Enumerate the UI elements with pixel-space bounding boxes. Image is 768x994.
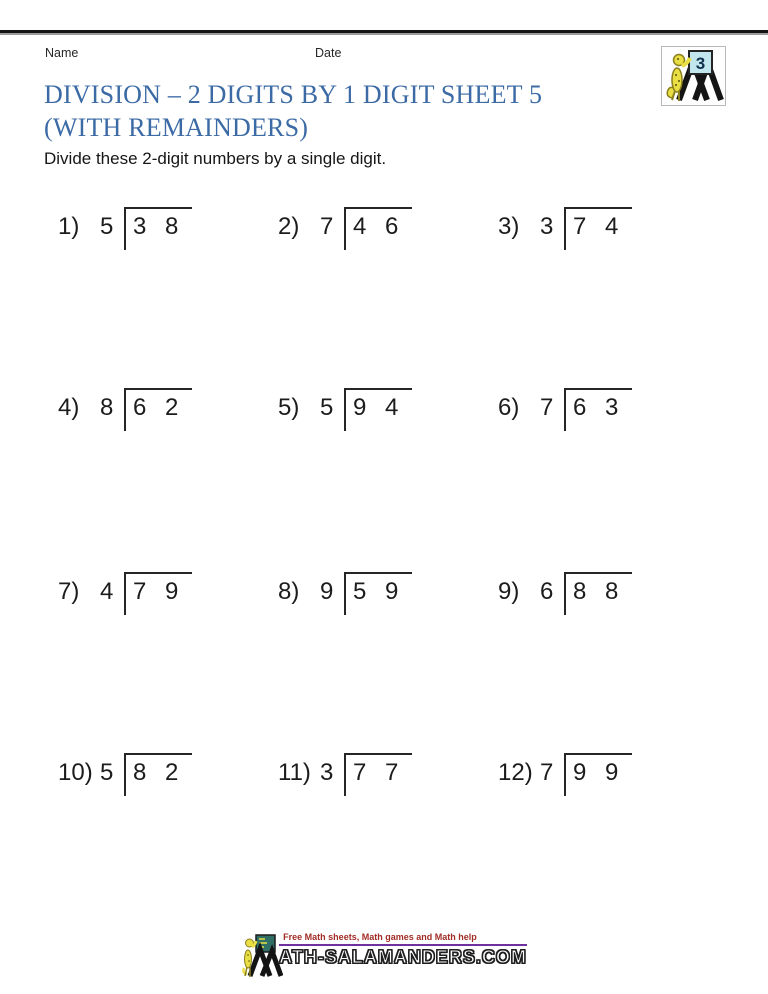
dividend: 7 9 bbox=[124, 572, 192, 615]
division-problem-5 bbox=[278, 388, 498, 431]
division-problem-1 bbox=[58, 207, 278, 250]
division-problem-11 bbox=[278, 753, 498, 796]
worksheet-subtitle: (WITH REMAINDERS) bbox=[44, 113, 309, 142]
division-problem-4 bbox=[58, 388, 278, 431]
problem-number: 4) bbox=[58, 394, 80, 421]
divisor: 5 bbox=[100, 213, 114, 240]
divisor: 7 bbox=[540, 394, 554, 421]
salamander-logo-icon bbox=[662, 47, 725, 105]
dividend: 6 2 bbox=[124, 388, 192, 431]
division-problem-8 bbox=[278, 572, 498, 615]
problem-row-2 bbox=[58, 388, 718, 431]
level-badge-number: 3 bbox=[695, 54, 706, 73]
problem-number: 2) bbox=[278, 213, 300, 240]
division-problem-6 bbox=[498, 388, 718, 431]
footer-site-name: ATH-SALAMANDERS.COM bbox=[279, 947, 527, 967]
footer-tagline: Free Math sheets, Math games and Math help bbox=[279, 929, 527, 946]
worksheet-title: DIVISION – 2 DIGITS BY 1 DIGIT SHEET 5 bbox=[44, 80, 543, 109]
division-problem-7 bbox=[58, 572, 278, 615]
problem-number: 8) bbox=[278, 578, 300, 605]
problem-row-3 bbox=[58, 572, 718, 615]
divisor: 5 bbox=[100, 759, 114, 786]
name-label: Name bbox=[45, 46, 79, 60]
dividend: 6 3 bbox=[564, 388, 632, 431]
division-problem-9 bbox=[498, 572, 718, 615]
problem-row-1 bbox=[58, 207, 718, 250]
dividend: 4 6 bbox=[344, 207, 412, 250]
top-divider-rule bbox=[0, 30, 768, 33]
problem-number: 11) bbox=[278, 759, 311, 786]
divisor: 8 bbox=[100, 394, 114, 421]
divisor: 5 bbox=[320, 394, 334, 421]
divisor: 4 bbox=[100, 578, 114, 605]
division-problem-12 bbox=[498, 753, 718, 796]
dividend: 9 9 bbox=[564, 753, 632, 796]
dividend: 9 4 bbox=[344, 388, 412, 431]
divisor: 6 bbox=[540, 578, 554, 605]
divisor: 9 bbox=[320, 578, 334, 605]
instruction-text: Divide these 2-digit numbers by a single digit. bbox=[44, 149, 387, 168]
dividend: 3 8 bbox=[124, 207, 192, 250]
dividend: 8 8 bbox=[564, 572, 632, 615]
problem-number: 9) bbox=[498, 578, 520, 605]
problem-row-4 bbox=[58, 753, 718, 796]
division-problem-10 bbox=[58, 753, 278, 796]
dividend: 7 7 bbox=[344, 753, 412, 796]
dividend: 7 4 bbox=[564, 207, 632, 250]
divisor: 3 bbox=[540, 213, 554, 240]
problem-number: 5) bbox=[278, 394, 300, 421]
divisor: 7 bbox=[320, 213, 334, 240]
dividend: 8 2 bbox=[124, 753, 192, 796]
problem-number: 3) bbox=[498, 213, 520, 240]
footer-brand bbox=[0, 929, 768, 979]
math-salamanders-logo bbox=[661, 46, 726, 106]
date-label: Date bbox=[315, 46, 342, 60]
footer-salamander-icon bbox=[241, 931, 283, 979]
problem-number: 6) bbox=[498, 394, 520, 421]
problem-number: 10) bbox=[58, 759, 93, 786]
dividend: 5 9 bbox=[344, 572, 412, 615]
problem-number: 7) bbox=[58, 578, 80, 605]
divisor: 3 bbox=[320, 759, 334, 786]
divisor: 7 bbox=[540, 759, 554, 786]
footer-text-block bbox=[279, 929, 527, 968]
problem-number: 12) bbox=[498, 759, 533, 786]
division-problem-3 bbox=[498, 207, 718, 250]
problem-number: 1) bbox=[58, 213, 80, 240]
division-problem-2 bbox=[278, 207, 498, 250]
